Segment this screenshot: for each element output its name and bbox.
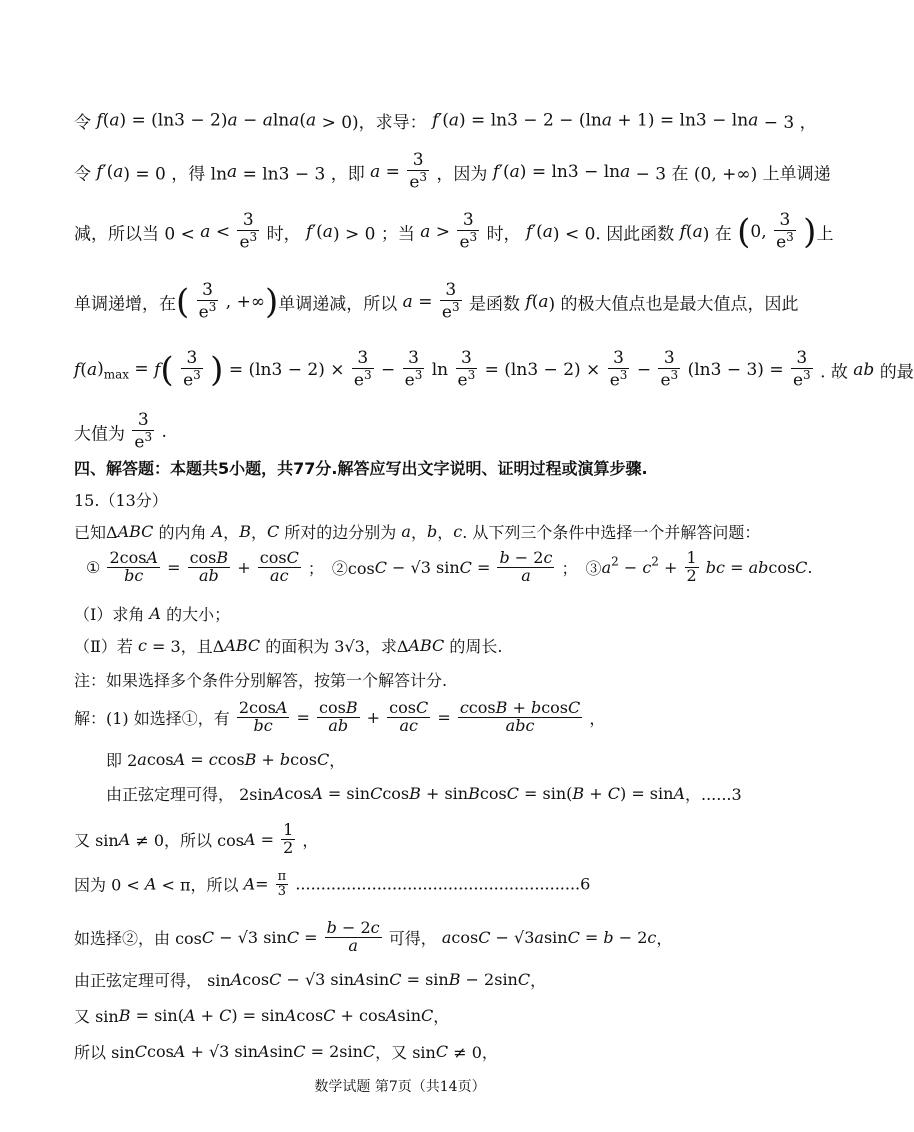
solution-step-3: 由正弦定理可得， 2sinAcosA = sinCcosB + sinBcosC = sin(B + C) = sinA，......3 (106, 784, 742, 804)
solution-line-1: 令 f(a) = (ln3 − 2)a − alna(a > 0)，求导： f′(a) = ln3 − 2 − (lna + 1) = ln3 − lna − 3 ， (74, 110, 817, 133)
solution-step-8: 又 sinB = sin(A + C) = sinAcosC + cosAsinC， (74, 1006, 450, 1026)
solution-step-2: 即 2acosA = ccosB + bcosC， (106, 750, 346, 770)
solution-line-2: 令 f′(a) = 0 ，得 lna = ln3 − 3 ，即 a = $\frac{3}{e^3}$ ，因为 f′(a) = ln3 − lna − 3 在 (0, +∞) 上单调递 (74, 150, 831, 193)
question-15-conditions: ① $\frac{2\cos A}{bc}$ = $\frac{\cos B}{ab}$ + $\frac{\cos C}{ac}$ ； ②cosC − √3 sinC = $\frac{b - 2c}{a}$ ； $③a^2 - c^2$ + $\frac{1}{2}$ bc = abcosC. (86, 548, 813, 585)
solution-step-5: 因为 0 < A < π，所以 A= $\frac{\pi}{3}$ ........................................................6 (74, 869, 591, 899)
page-footer: 数学试题 第7页（共14页） (314, 1079, 486, 1095)
solution-line-5: $f(a)_{max} = f$( $\frac{3}{e^3}$ ) = (ln3 − 2) × $\frac{3}{e^3}$ − $\frac{3}{e^3}$ ln $\frac{3}{e^3}$ = (ln3 − 2) × $\frac{3}{e^3}$ − $\frac{3}{e^3}$ (ln3 − 3) = $\frac{3}{e^3}$ . 故 ab 的最 (74, 348, 914, 391)
solution-step-9: 所以 sinCcosA + √3 sinAsinC = 2sinC，又 sinC ≠ 0， (74, 1042, 498, 1062)
solution-step-4: 又 sinA ≠ 0，所以 cosA = $\frac{1}{2}$ ， (74, 820, 319, 857)
question-15-header: 15.（13分） (74, 491, 168, 510)
solution-step-6: 如选择②，由 cosC − √3 sinC = $\frac{b - 2c}{a}$ 可得， acosC − √3asinC = b − 2c， (74, 918, 673, 955)
solution-line-4: 单调递增，在( $\frac{3}{e^3}$ , +∞)单调递减，所以 a = $\frac{3}{e^3}$ 是函数 f(a) 的极大值点也是最大值点，因此 (74, 280, 799, 323)
question-15-stem: 已知ΔABC 的内角 A，B，C 所对的边分别为 a，b，c. 从下列三个条件中选择一个并解答问题： (74, 522, 761, 542)
solution-step-1: 解：(1) 如选择①，有 $\frac{2\cos A}{bc}$ = $\frac{\cos B}{ab}$ + $\frac{\cos C}{ac}$ = $\frac{ccosB + bcosC}{\text{abc}}$ ， (74, 698, 606, 735)
question-15-part-2: （Ⅱ）若 c = 3，且ΔABC 的面积为 3√3，求ΔABC 的周长. (74, 636, 503, 656)
question-15-part-1: （Ⅰ）求角 A 的大小； (74, 604, 231, 624)
solution-line-6: 大值为 $\frac{3}{e^3}$ . (74, 410, 167, 453)
solution-step-7: 由正弦定理可得， sinAcosC − √3 sinAsinC = sinB − 2sinC， (74, 970, 547, 990)
section-heading: 四、解答题：本题共5小题，共77分.解答应写出文字说明、证明过程或演算步骤. (74, 459, 648, 478)
note: 注：如果选择多个条件分别解答，按第一个解答计分. (74, 671, 448, 690)
solution-line-3: 减，所以当 0 < a < $\frac{3}{e^3}$ 时， f′(a) > 0 ；当 a > $\frac{3}{e^3}$ 时， f′(a) < 0. 因此函数 f(a) 在 (0, $\frac{3}{e^3}$ )上 (74, 210, 834, 253)
